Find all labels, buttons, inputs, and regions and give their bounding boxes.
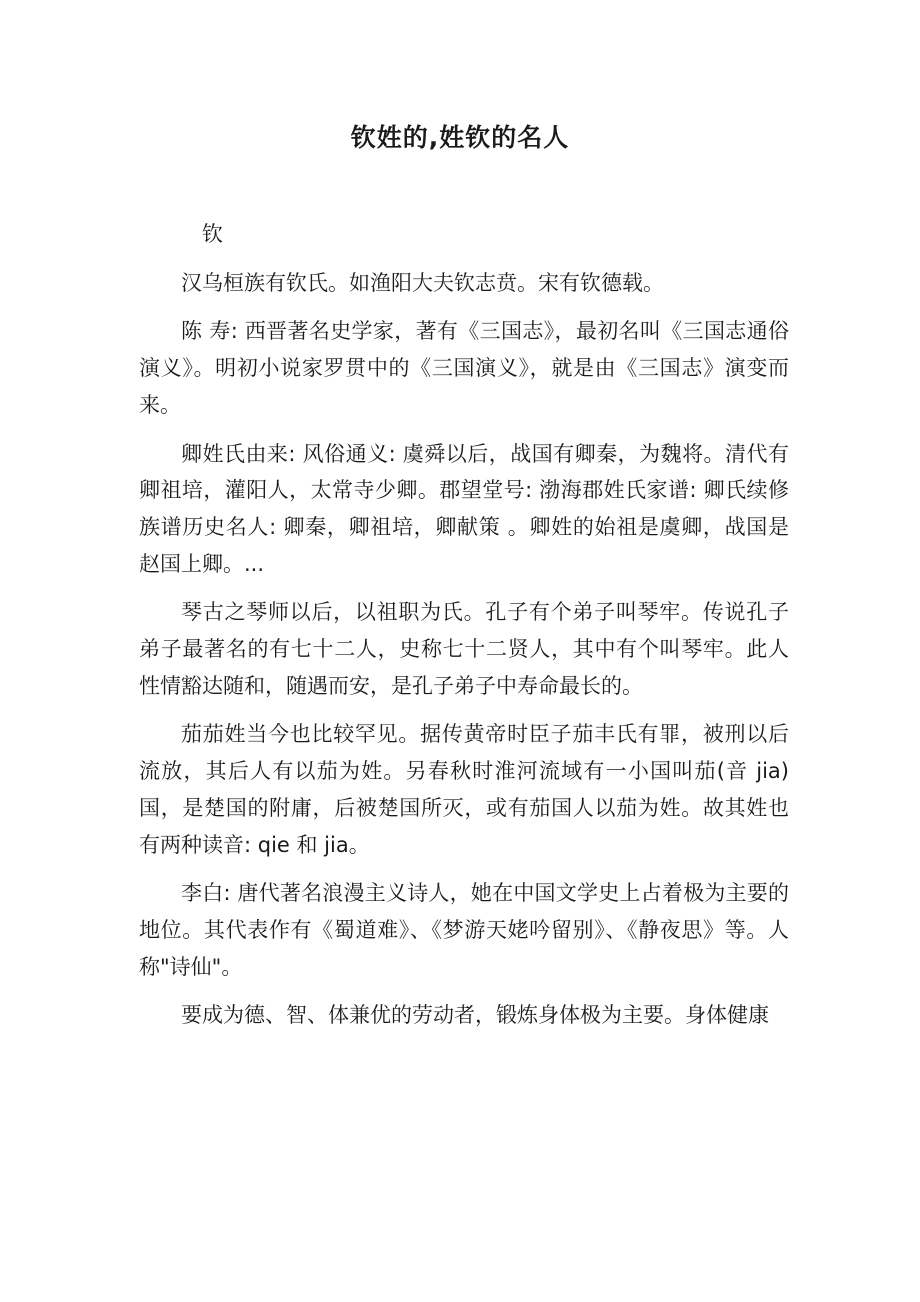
paragraph: 陈 寿: 西晋著名史学家，著有《三国志》，最初名叫《三国志通俗演义》。明初小说家罗贯中的《三国演义》，就是由《三国志》演变而来。 bbox=[139, 319, 789, 417]
paragraph: 要成为德、智、体兼优的劳动者，锻炼身体极为主要。身体健康 bbox=[181, 1003, 769, 1028]
document-body bbox=[139, 216, 789, 1046]
paragraph: 卿姓氏由来: 风俗通义: 虞舜以后，战国有卿秦，为魏将。清代有卿祖培，灌阳人，太常寺少卿。郡望堂号: 渤海郡姓氏家谱: 卿氏续修族谱历史名人: 卿秦，卿祖培，卿献策 。卿姓的始祖是虞卿，战国是赵国上卿。... bbox=[139, 441, 789, 576]
paragraph: 茄茄姓当今也比较罕见。据传黄帝时臣子茄丰氏有罪，被刑以后流放，其后人有以茄为姓。另春秋时淮河流域有一小国叫茄(音 jia)国，是楚国的附庸，后被楚国所灭，或有茄国人以茄为姓。故其姓也有两种读音: qie 和 jia。 bbox=[139, 722, 789, 857]
section-heading: 钦 bbox=[202, 222, 223, 246]
document-title: 钦姓的,姓钦的名人 bbox=[350, 123, 570, 152]
paragraph: 琴古之琴师以后，以祖职为氏。孔子有个弟子叫琴牢。传说孔子弟子最著名的有七十二人，史称七十二贤人，其中有个叫琴牢。此人性情豁达随和，随遇而安，是孔子弟子中寿命最长的。 bbox=[139, 600, 789, 698]
paragraph: 汉乌桓族有钦氏。如渔阳大夫钦志贲。宋有钦德载。 bbox=[181, 270, 664, 295]
paragraph: 李白: 唐代著名浪漫主义诗人，她在中国文学史上占着极为主要的地位。其代表作有《蜀道难》、《梦游天姥吟留别》、《静夜思》等。人称"诗仙"。 bbox=[139, 881, 789, 979]
